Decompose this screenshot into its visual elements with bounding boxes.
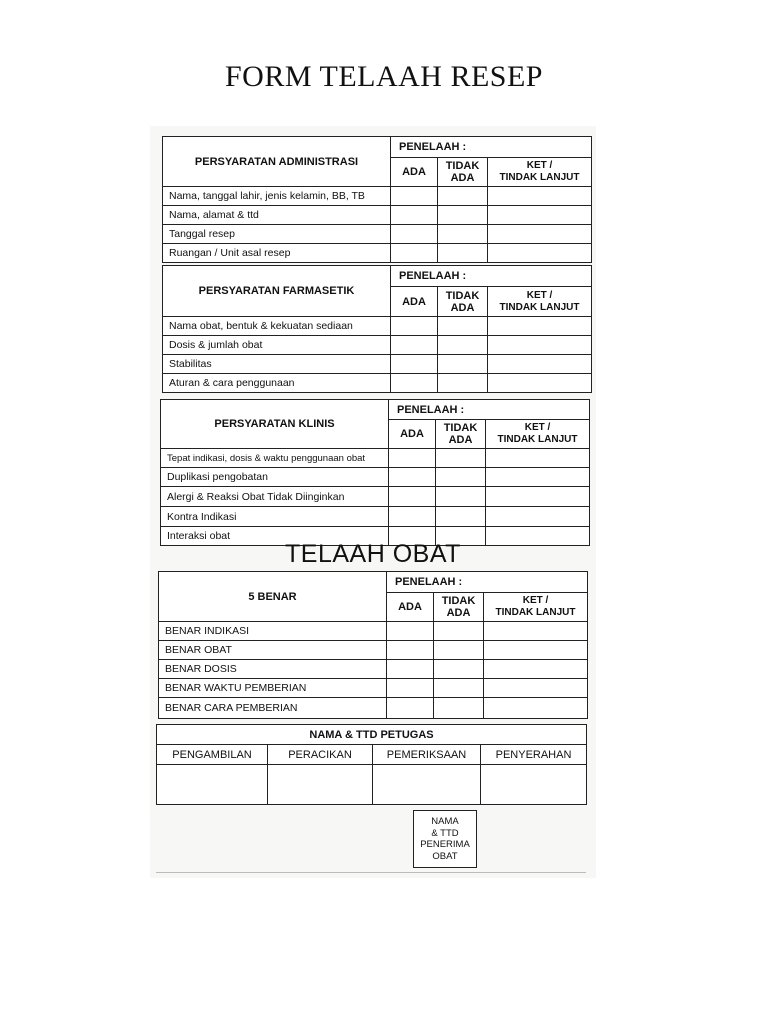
klinis-row-label: Duplikasi pengobatan: [161, 468, 389, 487]
klinis-tidak-ada-cell[interactable]: [436, 449, 486, 468]
benar-ket-cell[interactable]: [484, 679, 588, 698]
farmasetik-tidak-ada-cell[interactable]: [438, 336, 488, 355]
admin-ket-cell[interactable]: [488, 187, 592, 206]
klinis-ada-cell[interactable]: [389, 507, 436, 527]
admin-tidak-ada-cell[interactable]: [438, 187, 488, 206]
staff-signature-table: [156, 724, 587, 805]
admin-tidak-ada-header: TIDAK ADA: [438, 158, 488, 187]
farmasetik-ada-cell[interactable]: [391, 355, 438, 374]
farmasetik-row-label: Dosis & jumlah obat: [163, 336, 391, 355]
klinis-ket-cell[interactable]: [486, 487, 590, 507]
admin-tidak-ada-cell[interactable]: [438, 244, 488, 263]
admin-row-label: Ruangan / Unit asal resep: [163, 244, 391, 263]
farmasetik-ket-cell[interactable]: [488, 374, 592, 393]
klinis-row-label: Interaksi obat: [161, 527, 389, 546]
klinis-tidak-ada-header: TIDAK ADA: [436, 420, 486, 449]
farmasetik-ada-cell[interactable]: [391, 374, 438, 393]
column-penyerahan: PENYERAHAN: [481, 745, 587, 765]
admin-requirements-table: [162, 136, 592, 263]
pharmaceutical-requirements-table: [162, 265, 592, 393]
farmasetik-tidak-ada-cell[interactable]: [438, 374, 488, 393]
admin-ada-cell[interactable]: [391, 225, 438, 244]
benar-ada-cell[interactable]: [387, 698, 434, 719]
farmasetik-ada-cell[interactable]: [391, 336, 438, 355]
farmasetik-ket-header: KET / TINDAK LANJUT: [488, 287, 592, 317]
benar-reviewer-label: PENELAAH :: [387, 572, 588, 593]
farmasetik-ada-header: ADA: [391, 287, 438, 317]
benar-ada-cell[interactable]: [387, 679, 434, 698]
benar-ket-cell[interactable]: [484, 641, 588, 660]
benar-ada-cell[interactable]: [387, 641, 434, 660]
admin-row-label: Tanggal resep: [163, 225, 391, 244]
signature-pemeriksaan[interactable]: [373, 765, 481, 805]
admin-header: PERSYARATAN ADMINISTRASI: [163, 137, 391, 187]
klinis-ket-cell[interactable]: [486, 507, 590, 527]
admin-reviewer-label: PENELAAH :: [391, 137, 592, 158]
klinis-tidak-ada-cell[interactable]: [436, 468, 486, 487]
column-peracikan: PERACIKAN: [268, 745, 373, 765]
klinis-row-label: Kontra Indikasi: [161, 507, 389, 527]
klinis-ada-cell[interactable]: [389, 449, 436, 468]
benar-ket-cell[interactable]: [484, 660, 588, 679]
benar-row-label: BENAR INDIKASI: [159, 622, 387, 641]
receiver-signature-box[interactable]: [413, 810, 477, 868]
farmasetik-header: PERSYARATAN FARMASETIK: [163, 266, 391, 317]
benar-tidak-ada-cell[interactable]: [434, 679, 484, 698]
benar-tidak-ada-cell[interactable]: [434, 660, 484, 679]
farmasetik-row-label: Aturan & cara penggunaan: [163, 374, 391, 393]
receiver-label-line: PENERIMA: [420, 839, 470, 850]
document-title: FORM TELAAH RESEP: [225, 60, 543, 93]
farmasetik-row-label: Nama obat, bentuk & kekuatan sediaan: [163, 317, 391, 336]
farmasetik-ket-cell[interactable]: [488, 336, 592, 355]
klinis-header: PERSYARATAN KLINIS: [161, 400, 389, 449]
benar-row-label: BENAR DOSIS: [159, 660, 387, 679]
klinis-row-label: Alergi & Reaksi Obat Tidak Diinginkan: [161, 487, 389, 507]
farmasetik-tidak-ada-cell[interactable]: [438, 355, 488, 374]
admin-row-label: Nama, alamat & ttd: [163, 206, 391, 225]
signature-pengambilan[interactable]: [157, 765, 268, 805]
signature-penyerahan[interactable]: [481, 765, 587, 805]
klinis-ada-cell[interactable]: [389, 468, 436, 487]
admin-tidak-ada-cell[interactable]: [438, 225, 488, 244]
benar-header: 5 BENAR: [159, 572, 387, 622]
benar-ket-header: KET / TINDAK LANJUT: [484, 593, 588, 622]
receiver-label-line: & TTD: [431, 827, 459, 839]
staff-header: NAMA & TTD PETUGAS: [157, 725, 587, 745]
admin-ada-cell[interactable]: [391, 187, 438, 206]
benar-tidak-ada-header: TIDAK ADA: [434, 593, 484, 622]
klinis-reviewer-label: PENELAAH :: [389, 400, 590, 420]
benar-tidak-ada-cell[interactable]: [434, 622, 484, 641]
benar-row-label: BENAR OBAT: [159, 641, 387, 660]
admin-ket-cell[interactable]: [488, 225, 592, 244]
klinis-row-label: Tepat indikasi, dosis & waktu penggunaan obat: [161, 449, 389, 468]
benar-row-label: BENAR CARA PEMBERIAN: [159, 698, 387, 719]
telaah-obat-title: TELAAH OBAT: [285, 540, 461, 568]
klinis-ada-cell[interactable]: [389, 487, 436, 507]
admin-ada-header: ADA: [391, 158, 438, 187]
admin-ket-cell[interactable]: [488, 244, 592, 263]
benar-row-label: BENAR WAKTU PEMBERIAN: [159, 679, 387, 698]
klinis-ada-header: ADA: [389, 420, 436, 449]
admin-ada-cell[interactable]: [391, 206, 438, 225]
klinis-ket-header: KET / TINDAK LANJUT: [486, 420, 590, 449]
column-pengambilan: PENGAMBILAN: [157, 745, 268, 765]
benar-ada-header: ADA: [387, 593, 434, 622]
admin-ket-cell[interactable]: [488, 206, 592, 225]
farmasetik-row-label: Stabilitas: [163, 355, 391, 374]
five-rights-table: [158, 571, 588, 719]
benar-tidak-ada-cell[interactable]: [434, 641, 484, 660]
benar-ada-cell[interactable]: [387, 622, 434, 641]
admin-ada-cell[interactable]: [391, 244, 438, 263]
column-pemeriksaan: PEMERIKSAAN: [373, 745, 481, 765]
klinis-ket-cell[interactable]: [486, 468, 590, 487]
benar-tidak-ada-cell[interactable]: [434, 698, 484, 719]
farmasetik-tidak-ada-header: TIDAK ADA: [438, 287, 488, 317]
farmasetik-ket-cell[interactable]: [488, 355, 592, 374]
klinis-tidak-ada-cell[interactable]: [436, 487, 486, 507]
admin-row-label: Nama, tanggal lahir, jenis kelamin, BB, TB: [163, 187, 391, 206]
klinis-ket-cell[interactable]: [486, 449, 590, 468]
receiver-label-line: OBAT: [432, 850, 458, 862]
farmasetik-tidak-ada-cell[interactable]: [438, 317, 488, 336]
scan-bottom-divider: [156, 872, 586, 873]
benar-ket-cell[interactable]: [484, 622, 588, 641]
clinical-requirements-table: [160, 399, 590, 546]
benar-ada-cell[interactable]: [387, 660, 434, 679]
farmasetik-ket-cell[interactable]: [488, 317, 592, 336]
klinis-tidak-ada-cell[interactable]: [436, 507, 486, 527]
signature-peracikan[interactable]: [268, 765, 373, 805]
farmasetik-reviewer-label: PENELAAH :: [391, 266, 592, 287]
farmasetik-ada-cell[interactable]: [391, 317, 438, 336]
admin-ket-header: KET / TINDAK LANJUT: [488, 158, 592, 187]
receiver-label-line: NAMA: [431, 816, 459, 827]
admin-tidak-ada-cell[interactable]: [438, 206, 488, 225]
benar-ket-cell[interactable]: [484, 698, 588, 719]
